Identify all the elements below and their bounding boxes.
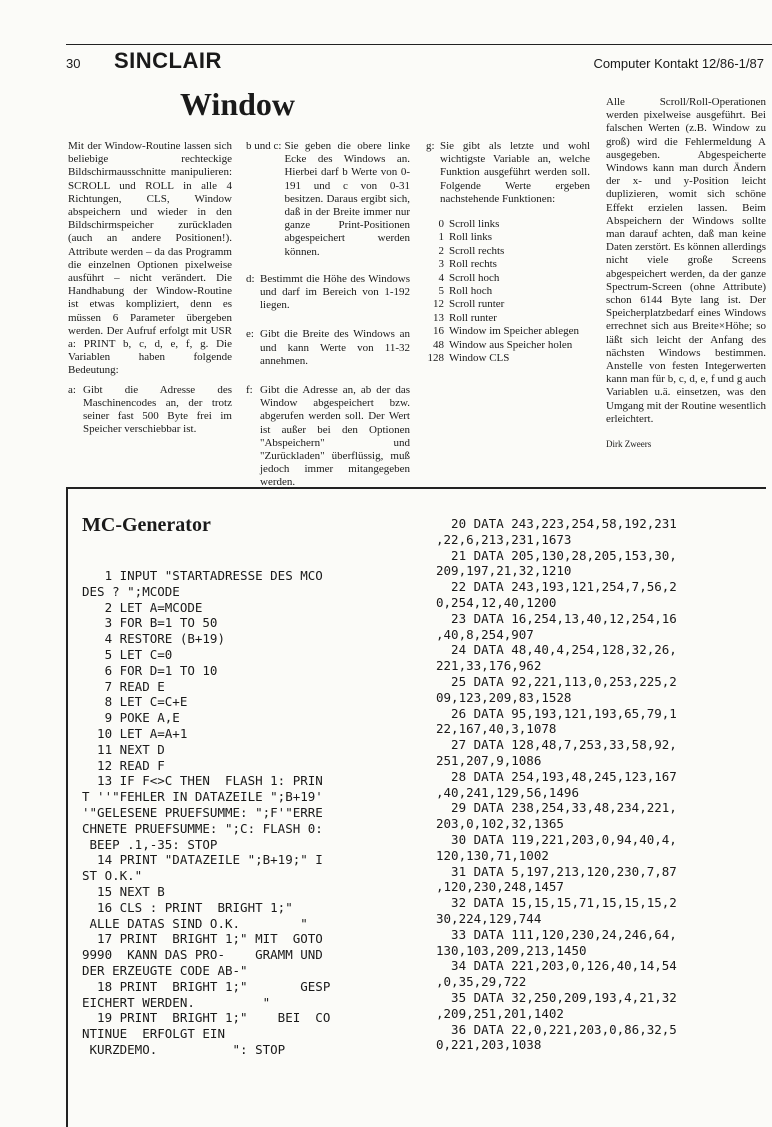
basic-listing-right: 20 DATA 243,223,254,58,192,231 ,22,6,213,231,1673 21 DATA 205,130,28,205,153,30, 209,197,21,32,1210 22 DATA 243,193,121,254,7,56,2 0,254,12,40,1200 23 DATA 16,254,13,40,12,254,16 ,40,8,254,907 24 DATA 48,40,4,254,128,32,26, 221,33,176,962 25 DATA 92,221,113,0,253,225,2 09,123,209,83,1528 26 DATA 95,193,121,193,65,79,1 22,167,40,3,1078 27 DATA 128,48,7,253,33,58,92, 251,207,9,1086 28 DATA 254,193,48,245,123,167 ,40,241,129,56,1496 29 DATA 238,254,33,48,234,221, 203,0,102,32,1365 30 DATA 119,221,203,0,94,40,4, 120,130,71,1002 31 DATA 5,197,213,120,230,7,87 ,120,230,248,1457 32 DATA 15,15,15,71,15,15,15,2 30,224,129,744 33 DATA 111,120,230,24,246,64, 130,103,209,213,1450 34 DATA 221,203,0,126,40,14,54 ,0,35,29,722 35 DATA 32,250,209,193,4,21,32 ,209,251,201,1402 36 DATA 22,0,221,203,0,86,32,5 0,221,203,1038 [436,516,677,1053]
param-label: b und c: [246,140,282,152]
list-item: 12 Scroll runter [433,298,505,311]
param-item [426,140,590,206]
article-column-1 [68,140,232,446]
param-text: Gibt die Adresse des Maschinencodes an, der trotz seiner fast 500 Byte frei im Speicher verschiebbar ist. [83,383,232,436]
list-item: 128 Window CLS [427,352,510,365]
param-label: g: [426,140,435,152]
param-item [246,273,410,313]
article-title: Window [180,86,296,122]
listing-title: MC-Generator [82,514,211,536]
param-text: Gibt die Adresse an, ab der das Window abgespeichert bzw. abgerufen werden soll. Der Wert ist außer bei den Optionen "Abspeichern" und "Zurückladen" überflüssig, muß jedoch immer mitangegeben werden. [260,384,410,489]
param-text: Sie geben die obere linke Ecke des Windows an. Hierbei darf b Werte von 0-191 und c von 0-31 besitzen. Daraus ergibt sich, daß in der Breite immer nur ganze Print-Positionen abgespeichert werden können. [284,140,410,258]
param-item [68,384,232,437]
list-item: 1 Roll links [438,231,493,244]
list-item: 0 Scroll links [438,218,500,231]
page-header [66,48,772,72]
list-item: 2 Scroll rechts [438,244,505,257]
article-column-4 [606,96,766,451]
param-label: e: [246,328,254,341]
param-label: f: [246,384,253,397]
list-item: 48 Window aus Speicher holen [433,338,573,351]
param-item [246,384,410,490]
closing-paragraph: Alle Scroll/Roll-Operationen werden pixelweise ausgeführt. Bei falschen Werten (z.B. Window zu groß) wird die Fehlermeldung A ausgegeben. Abgespeicherte Windows kann man durch Ändern der x- und y-Position leicht duplizieren, womit sich schöne Effekt erzielen lassen. Beim Abspeichern der Windows sollte man darauf achten, daß man keine Daten zerstört. Es können allerdings nicht viele große Screens abgespeichert werden, da der ganze Spectrum-Screen (ohne Attribute) schon 6144 Byte lang ist. Der Speicherplatzbedarf eines Windows errechnet sich aus Breite×Höhe; so läßt sich leicht der Anfang des nächsten Windows bestimmen. Anstelle von festen Integerwerten kann man für b, c, d, e, f und g auch Variablen u.ä. einsetzen, was den Umgang mit der Routine wesentlich erleichtert. [606,96,766,425]
article-intro: Mit der Window-Routine lassen sich beliebige rechteckige Bildschirmausschnitte manipulieren: SCROLL und ROLL in alle 4 Richtungen, CLS, Window abspeichern und wieder in den Bildschirmspeicher zurückladen (auch an andere Positionen!). Attribute werden – da das Programm die einzelnen Optionen pixelweise ausführt – nicht verändert. Die Handhabung der Window-Routine ist etwas kompliziert, denn es müssen 6 Parameter übergeben werden. Der Aufruf erfolgt mit USR a: PRINT b, c, d, e, f, g. Die Variablen haben folgende Bedeutung: [68,140,232,377]
list-item: 13 Roll runter [433,311,497,324]
param-item [246,140,410,259]
header-rule [66,44,772,45]
param-label: d: [246,272,255,285]
issue-label: Computer Kontakt 12/86-1/87 [593,56,764,71]
param-text: Bestimmt die Höhe des Windows und darf im Bereich von 1-192 liegen. [260,272,410,312]
list-item: 3 Roll rechts [438,258,497,271]
param-label: a: [68,383,76,396]
article-column-3 [426,140,590,365]
article-column-2 [246,140,410,500]
param-text: Sie gibt als letzte und wohl wichtigste Variable an, welche Funktion ausgeführt werden soll. Folgende Werte ergeben nachstehende Funktionen: [440,140,590,205]
list-item: 16 Window im Speicher ablegen [433,325,579,338]
magazine-name: SINCLAIR [114,48,222,73]
function-list [426,218,590,365]
page-number: 30 [66,56,81,71]
basic-listing-left: 1 INPUT "STARTADRESSE DES MCO DES ? ";MCODE 2 LET A=MCODE 3 FOR B=1 TO 50 4 RESTORE (B+19) 5 LET C=0 6 FOR D=1 TO 10 7 READ E 8 LET C=C+E 9 POKE A,E 10 LET A=A+1 11 NEXT D 12 READ F 13 IF F<>C THEN FLASH 1: PRIN T ''"FEHLER IN DATAZEILE ";B+19' '"GELESENE PRUEFSUMME: ";F'"ERRE CHNETE PRUEFSUMME: ";C: FLASH 0: BEEP .1,-35: STOP 14 PRINT "DATAZEILE ";B+19;" I ST O.K." 15 NEXT B 16 CLS : PRINT BRIGHT 1;" ALLE DATAS SIND O.K. " 17 PRINT BRIGHT 1;" MIT GOTO 9990 KANN DAS PRO- GRAMM UND DER ERZEUGTE CODE AB-" 18 PRINT BRIGHT 1;" GESP EICHERT WERDEN. " 19 PRINT BRIGHT 1;" BEI CO NTINUE ERFOLGT EIN KURZDEMO. ": STOP [82,568,331,1057]
list-item: 5 Roll hoch [438,285,493,298]
param-item [246,328,410,368]
list-item: 4 Scroll hoch [438,271,500,284]
param-text: Gibt die Breite des Windows an und kann Werte von 11-32 annehmen. [260,328,410,367]
author-name: Dirk Zweers [606,439,652,450]
